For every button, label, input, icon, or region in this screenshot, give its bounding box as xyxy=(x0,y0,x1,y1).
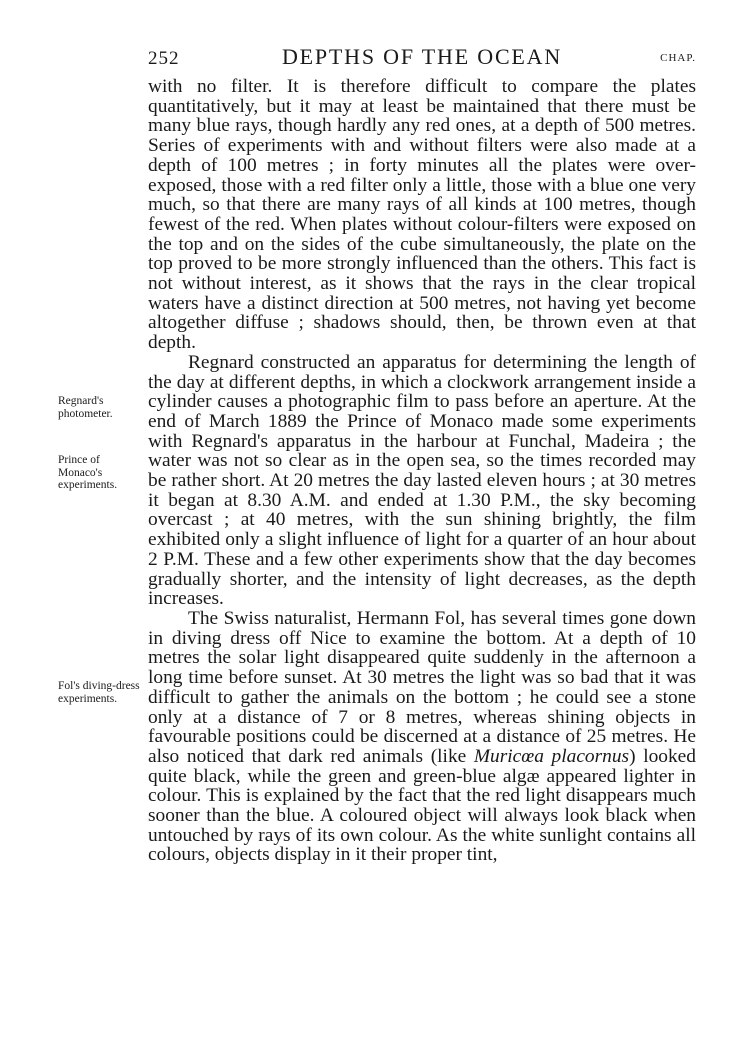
chapter-abbreviation: CHAP. xyxy=(660,52,696,64)
species-name: Muricœa placornus xyxy=(473,745,630,767)
sidenote-regnards-photometer: Regnard's photometer. xyxy=(58,395,113,420)
running-title: DEPTHS OF THE OCEAN xyxy=(281,44,563,69)
page-number: 252 xyxy=(148,48,180,69)
running-head xyxy=(148,44,696,74)
body-text xyxy=(148,77,696,865)
paragraph-fol-text-before: The Swiss naturalist, Hermann Fol, has several times gone down in diving dress off Nice to examine the bottom. At a depth of 10 metres the solar light disappeared quite suddenly in the afternoon a long time before sunset. At 30 metres the light was so bad that it was difficult to gather the animals on the bottom ; he could see a stone only at a distance of 7 or 8 metres, whereas shining objects in favourable positions could be discerned at a distance of 25 metres. He also noticed that dark red animals (like xyxy=(148,607,696,767)
paragraph-fol xyxy=(148,609,696,865)
sidenote-fols-diving-dress: Fol's diving-dress experiments. xyxy=(58,680,140,705)
paragraph-fol-text-after: ) looked quite black, while the green and green-blue algæ appeared lighter in colour. This is explained by the fact that the red light disappears much sooner than the blue. A coloured object will always look black when untouched by rays of its own colour. As the white sunlight contains all colours, objects display in it their proper tint, xyxy=(148,745,696,866)
paragraph-regnard: Regnard constructed an apparatus for determining the length of the day at different depths, in which a clockwork arrangement inside a cylinder causes a photographic film to pass before an aperture. At the end of March 1889 the Prince of Monaco made some experiments with Regnard's apparatus in the harbour at Funchal, Madeira ; the water was not so clear as in the open sea, so the times recorded may be rather short. At 20 metres the day lasted eleven hours ; at 30 metres it began at 8.30 A.M. and ended at 1.30 P.M., the sky becoming overcast ; at 40 metres, with the sun shining brightly, the film exhibited only a slight influence of light for a quarter of an hour about 2 P.M. These and a few other experiments show that the day becomes gradually shorter, and the intensity of light decreases, as the depth increases. xyxy=(148,351,696,610)
sidenote-prince-of-monaco: Prince of Monaco's experiments. xyxy=(58,454,118,491)
paragraph-plates: with no filter. It is therefore difficult to compare the plates quantitatively, but it may at least be maintained that there must be many blue rays, though hardly any red ones, at a depth of 500 metres. Series of experiments with and without filters were also made at a depth of 100 metres ; in forty minutes all the plates were over-exposed, those with a red filter only a little, those with a blue one very much, so that there are many rays of all kinds at 100 metres, though fewest of the red. When plates without colour-filters were exposed on the top and on the sides of the cube simultaneously, the plate on the top proved to be more strongly influenced than the others. This fact is not without interest, as it shows that the rays in the clear tropical waters have a distinct direction at 500 metres, not having yet become altogether diffuse ; shadows should, then, be thrown even at that depth. xyxy=(148,76,696,354)
